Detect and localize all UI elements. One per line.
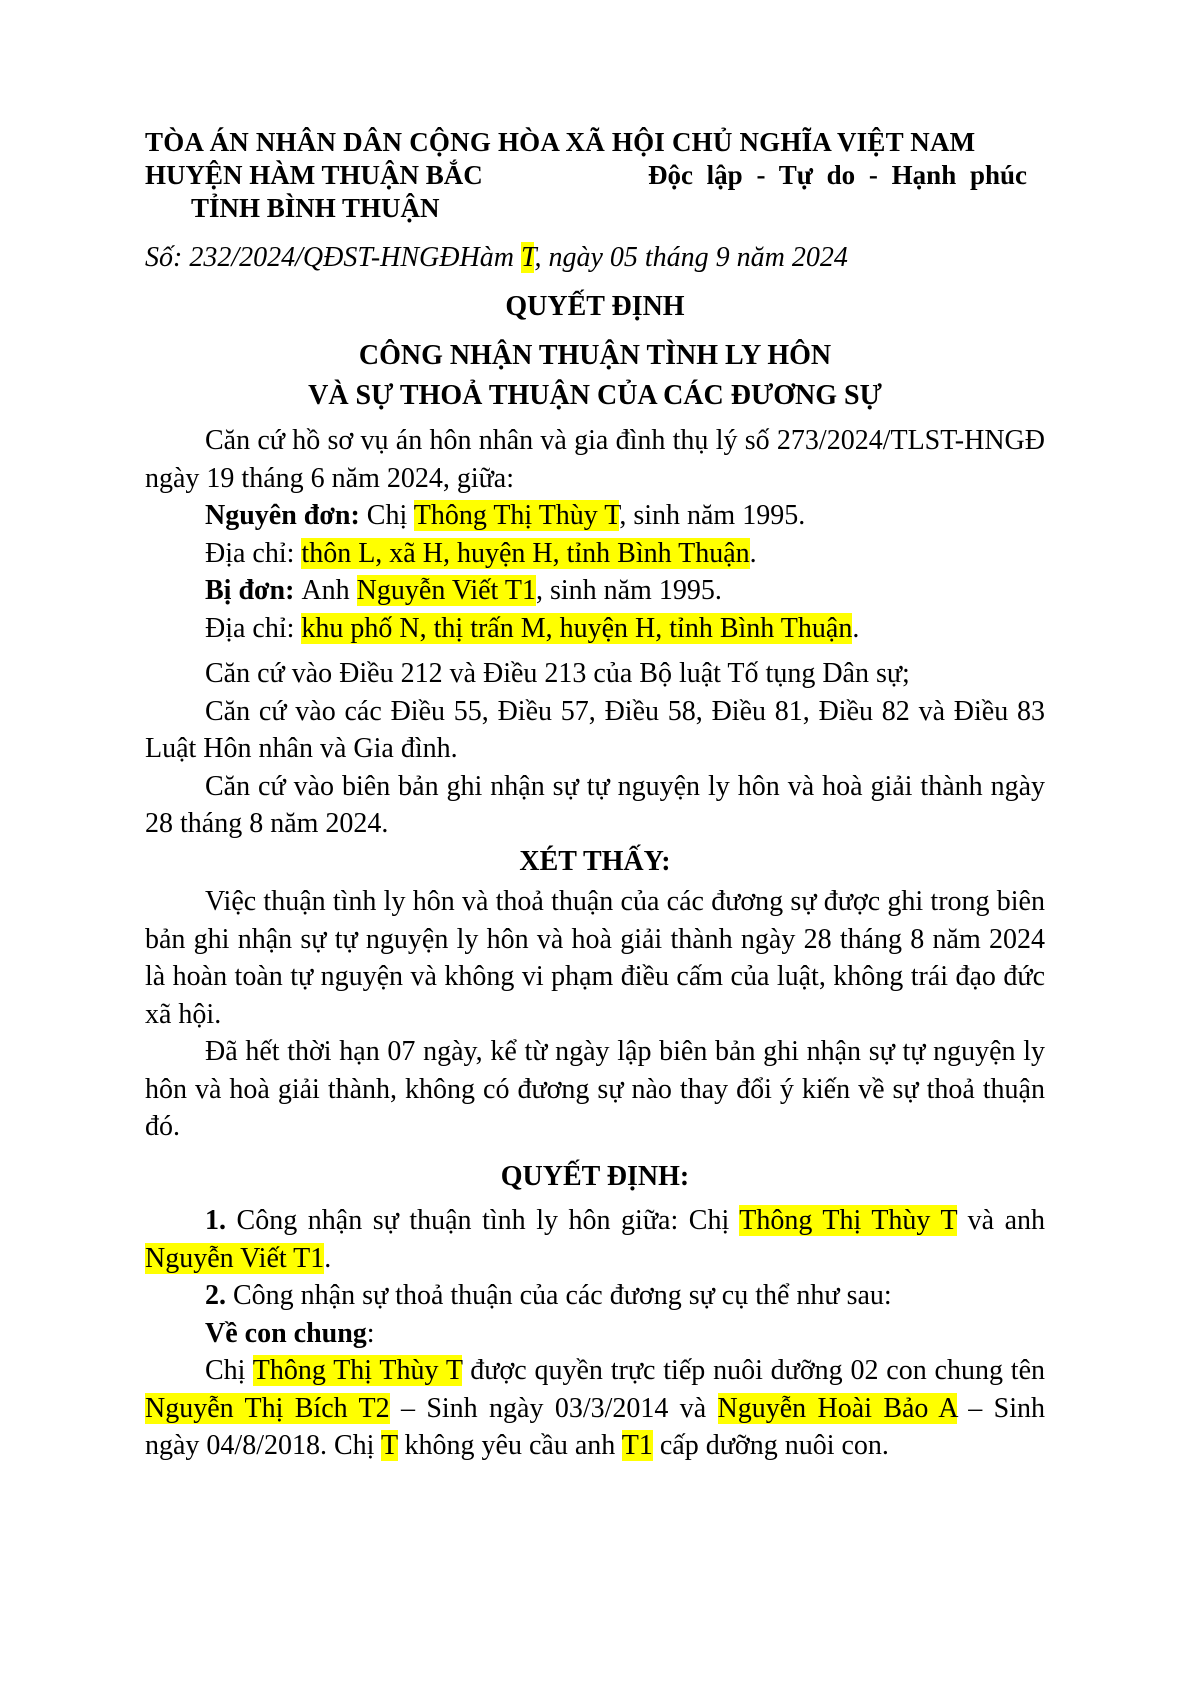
text-run: Đã hết thời hạn 07 ngày, kể từ ngày lập biên bản ghi nhận sự tự nguyện ly hôn và hoà giải thành, không có đương sự nào thay đổi ý kiến về sự thoả thuận đó. (145, 1036, 1045, 1142)
highlighted-text: thôn L, xã H, huyện H, tỉnh Bình Thuận (301, 537, 750, 569)
para-viec-thuan-tinh (145, 883, 1045, 1033)
text-run: Về con chung (205, 1317, 367, 1349)
text-run: Địa chỉ: (205, 612, 302, 644)
text-run: . (749, 537, 757, 569)
text-run: QUYẾT ĐỊNH: (500, 1160, 690, 1192)
title-quyet-dinh (145, 288, 1045, 326)
heading-quyet-dinh (145, 1158, 1045, 1196)
text-run: 1. (205, 1205, 237, 1236)
text-run: được quyền trực tiếp nuôi dưỡng 02 con chung tên (462, 1355, 1046, 1386)
para-can-cu-bien-ban (145, 768, 1045, 843)
para-muc-1 (145, 1202, 1045, 1277)
text-run: . (324, 1242, 332, 1274)
para-dia-chi-nguyen-don (145, 535, 1045, 573)
text-run: , sinh năm 1995. (619, 500, 806, 531)
text-run: : (366, 1317, 375, 1349)
text-run: Nguyên đơn: (205, 500, 367, 531)
title-va-su-thoa-thuan (145, 377, 1045, 415)
text-run: Anh (301, 575, 357, 606)
para-muc-2 (145, 1277, 1045, 1315)
header-line-1 (145, 126, 1045, 159)
para-bi-don (145, 572, 1045, 610)
text-run: Bị đơn: (205, 575, 302, 606)
text-run: Căn cứ vào biên bản ghi nhận sự tự nguyện ly hôn và hoà giải thành ngày 28 tháng 8 năm 2024. (145, 770, 1045, 839)
text-run: Căn cứ hồ sơ vụ án hôn nhân và gia đình thụ lý số 273/2024/TLST-HNGĐ ngày 19 tháng 6 năm 2024, giữa: (145, 425, 1045, 494)
title-cong-nhan-thuan-tinh (145, 337, 1045, 375)
highlighted-text: Nguyễn Hoài Bảo A (717, 1392, 957, 1424)
document-body (145, 239, 1045, 1465)
text-run: Công nhận sự thoả thuận của các đương sự cụ thể như sau: (233, 1280, 892, 1311)
text-run: Chị (205, 1355, 253, 1386)
text-run: VÀ SỰ THOẢ THUẬN CỦA CÁC ĐƯƠNG SỰ (308, 379, 882, 411)
text-run: . (852, 612, 860, 644)
para-can-cu-ho-so (145, 422, 1045, 497)
text-run: , ngày 05 tháng 9 năm 2024 (534, 242, 848, 273)
text-run: Số: 232/2024/QĐST-HNGĐ (145, 242, 460, 273)
para-can-cu-dieu-55 (145, 693, 1045, 768)
para-ve-con-chung (145, 1315, 1045, 1353)
court-name-line-3: TỈNH BÌNH THUẬN (191, 193, 440, 223)
highlighted-text: T (380, 1430, 398, 1461)
highlighted-text: Nguyễn Viết T1 (145, 1242, 325, 1274)
text-run: Hàm (459, 242, 521, 273)
para-con-chung-chi-tiet (145, 1352, 1045, 1465)
text-run: – Sinh ngày 03/3/2014 và (389, 1392, 718, 1424)
text-run: Việc thuận tình ly hôn và thoả thuận của các đương sự được ghi trong biên bản ghi nhận sự tự nguyện ly hôn và hoà giải thành ngày 28 tháng 8 năm 2024 là hoàn toàn tự nguyện và không vi phạm điều cấm của luật, không trái đạo đức xã hội. (145, 886, 1045, 1030)
text-run: – Sinh ngày 04/8/2018. Chị (145, 1392, 1046, 1461)
heading-xet-thay (145, 843, 1045, 881)
highlighted-text: Nguyễn Viết T1 (356, 575, 536, 606)
highlighted-text: Thông Thị Thùy T (252, 1355, 463, 1386)
republic-title: CỘNG HÒA XÃ HỘI CHỦ NGHĨA VIỆT NAM (409, 127, 976, 157)
text-run: , sinh năm 1995. (535, 575, 722, 606)
para-da-het-thoi-han (145, 1033, 1045, 1146)
decision-number-line (145, 239, 1045, 277)
highlighted-text: khu phố N, thị trấn M, huyện H, tỉnh Bình Thuận (301, 612, 853, 644)
para-dia-chi-bi-don (145, 610, 1045, 648)
text-run: không yêu cầu anh (397, 1430, 622, 1461)
national-motto: Độc lập - Tự do - Hạnh phúc (647, 160, 1027, 190)
highlighted-text: T1 (621, 1430, 653, 1461)
highlighted-text: Nguyễn Thị Bích T2 (145, 1392, 390, 1424)
text-run: Căn cứ vào các Điều 55, Điều 57, Điều 58, Điều 81, Điều 82 và Điều 83 Luật Hôn nhân và Gia đình. (145, 695, 1045, 764)
header-line-2 (145, 159, 1045, 192)
document-header (145, 126, 1045, 225)
text-run: QUYẾT ĐỊNH (505, 290, 685, 322)
highlighted-text: Thông Thị Thùy T (739, 1205, 958, 1236)
highlighted-text: Thông Thị Thùy T (413, 500, 620, 531)
text-run: CÔNG NHẬN THUẬN TÌNH LY HÔN (358, 340, 832, 371)
header-line-3 (145, 192, 1045, 225)
text-run: Chị (366, 500, 414, 531)
text-run: Công nhận sự thuận tình ly hôn giữa: Chị (236, 1205, 740, 1236)
text-run: 2. (205, 1280, 233, 1311)
text-run: cấp dưỡng nuôi con. (652, 1430, 889, 1461)
court-name-line-2: HUYỆN HÀM THUẬN BẮC (145, 160, 483, 190)
para-can-cu-dieu-212 (145, 655, 1045, 693)
text-run: Địa chỉ: (205, 537, 302, 569)
text-run: và anh (957, 1205, 1046, 1236)
text-run: Căn cứ vào Điều 212 và Điều 213 của Bộ luật Tố tụng Dân sự; (205, 658, 910, 689)
para-nguyen-don (145, 497, 1045, 535)
text-run: XÉT THẤY: (519, 845, 671, 877)
court-name-line-1: TÒA ÁN NHÂN DÂN (145, 127, 403, 157)
highlighted-text: T (520, 242, 535, 273)
